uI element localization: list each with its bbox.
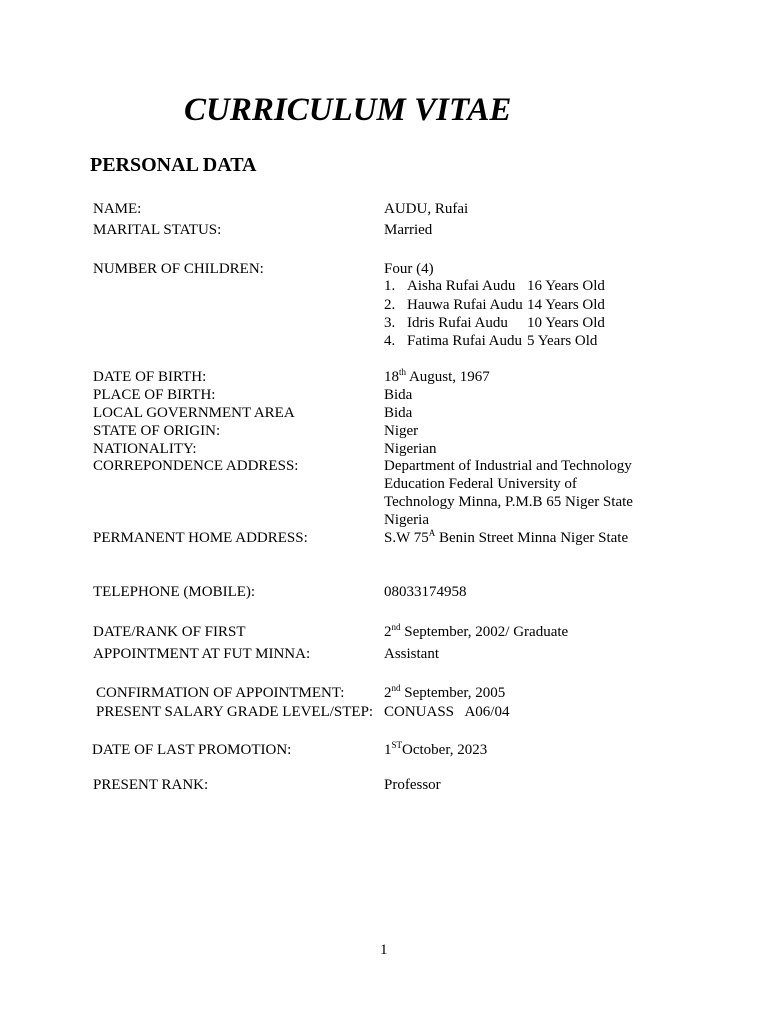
telephone-label: TELEPHONE (MOBILE): xyxy=(93,584,256,600)
child-name: Hauwa Rufai Audu xyxy=(407,297,523,313)
name-label: NAME: xyxy=(93,201,142,217)
lga-label: LOCAL GOVERNMENT AREA xyxy=(93,405,295,421)
salary-grade-label: PRESENT SALARY GRADE LEVEL/STEP: xyxy=(96,704,374,720)
child-age: 10 Years Old xyxy=(527,315,605,331)
permanent-address-value: S.W $75^A$ Benin Street Minna Niger State xyxy=(384,528,629,546)
confirmation-label: CONFIRMATION OF APPOINTMENT: xyxy=(96,685,345,701)
page-number: 1 xyxy=(380,942,388,958)
child-name: Fatima Rufai Audu xyxy=(407,333,522,349)
present-rank-label: PRESENT RANK: xyxy=(93,777,209,793)
child-name: Aisha Rufai Audu xyxy=(407,278,516,294)
name-value: AUDU, Rufai xyxy=(384,201,469,217)
child-list-item xyxy=(384,332,597,350)
first-appointment-label: DATE/RANK OF FIRST xyxy=(93,624,246,640)
child-number: 3. xyxy=(384,315,396,331)
child-number: 4. xyxy=(384,333,396,349)
marital-status-label: MARITAL STATUS: xyxy=(93,222,222,238)
state-of-origin-label: STATE OF ORIGIN: xyxy=(93,423,221,439)
child-age: 5 Years Old xyxy=(527,333,598,349)
permanent-address-label: PERMANENT HOME ADDRESS: xyxy=(93,530,308,546)
child-list-item xyxy=(384,314,605,332)
first-appointment-rank: Assistant xyxy=(384,646,440,662)
first-appointment-value: 2nd September, 2002/ Graduate xyxy=(384,622,569,640)
salary-grade-value: CONUASS A06/04 xyxy=(384,704,510,720)
child-age: 14 Years Old xyxy=(527,297,605,313)
lga-value: Bida xyxy=(384,405,413,421)
child-list-item xyxy=(384,277,605,295)
correspondence-address-label: CORREPONDENCE ADDRESS: xyxy=(93,458,299,474)
child-age: 16 Years Old xyxy=(527,278,605,294)
dob-label: DATE OF BIRTH: xyxy=(93,369,207,385)
correspondence-address-line: Department of Industrial and Technology xyxy=(384,458,632,474)
children-count: Four (4) xyxy=(384,261,434,277)
nationality-label: NATIONALITY: xyxy=(93,441,197,457)
nationality-value: Nigerian xyxy=(384,441,437,457)
correspondence-address-line: Nigeria xyxy=(384,512,429,528)
child-name: Idris Rufai Audu xyxy=(407,315,508,331)
place-of-birth-value: Bida xyxy=(384,387,413,403)
present-rank-value: Professor xyxy=(384,777,441,793)
child-number: 1. xyxy=(384,278,396,294)
dob-value: 18th August, 1967 xyxy=(384,367,490,385)
child-list-item xyxy=(384,296,605,314)
telephone-value: 08033174958 xyxy=(384,584,467,600)
marital-status-value: Married xyxy=(384,222,433,238)
correspondence-address-line: Education Federal University of xyxy=(384,476,577,492)
document-title: CURRICULUM VITAE xyxy=(184,92,512,128)
place-of-birth-label: PLACE OF BIRTH: xyxy=(93,387,216,403)
section-heading: PERSONAL DATA xyxy=(90,154,257,176)
child-number: 2. xyxy=(384,297,396,313)
children-label: NUMBER OF CHILDREN: xyxy=(93,261,264,277)
correspondence-address-line: Technology Minna, P.M.B 65 Niger State xyxy=(384,494,633,510)
last-promotion-value: 1STOctober, 2023 xyxy=(384,740,488,758)
last-promotion-label: DATE OF LAST PROMOTION: xyxy=(92,742,292,758)
state-of-origin-value: Niger xyxy=(384,423,419,439)
first-appointment-label-cont: APPOINTMENT AT FUT MINNA: xyxy=(93,646,311,662)
confirmation-value: 2nd September, 2005 xyxy=(384,683,506,701)
